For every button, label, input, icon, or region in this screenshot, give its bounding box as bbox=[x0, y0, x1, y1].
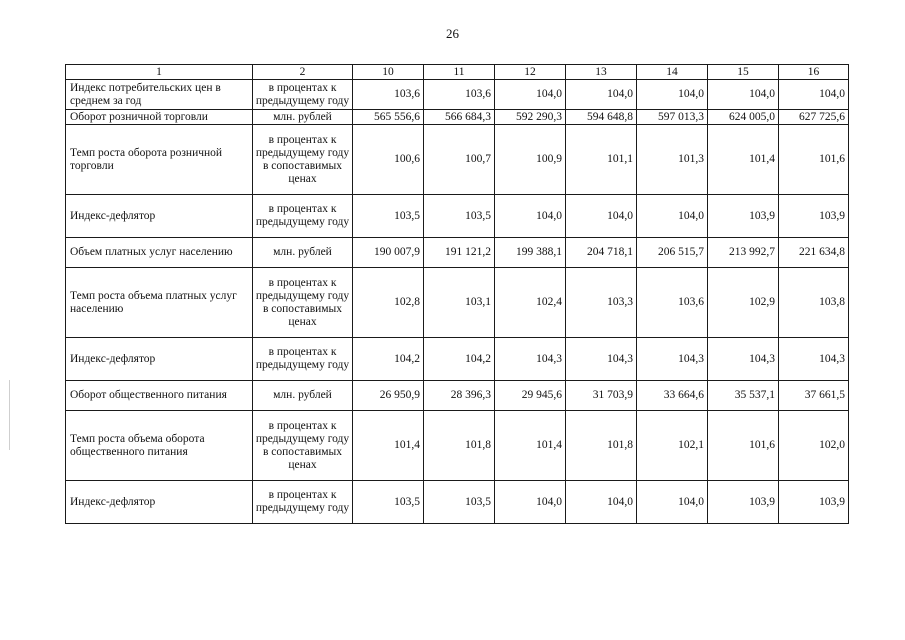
value-cell: 565 556,6 bbox=[353, 110, 424, 125]
indicator-cell: Оборот общественного питания bbox=[66, 381, 253, 411]
value-cell: 104,0 bbox=[779, 80, 849, 110]
value-cell: 206 515,7 bbox=[637, 238, 708, 268]
table-row bbox=[66, 110, 849, 125]
value-cell: 597 013,3 bbox=[637, 110, 708, 125]
value-cell: 101,1 bbox=[566, 125, 637, 195]
value-cell: 104,0 bbox=[495, 80, 566, 110]
value-cell: 104,3 bbox=[779, 338, 849, 381]
value-cell: 26 950,9 bbox=[353, 381, 424, 411]
value-cell: 103,6 bbox=[637, 268, 708, 338]
value-cell: 104,0 bbox=[566, 481, 637, 524]
unit-cell: в процентах к предыдущему году bbox=[253, 195, 353, 238]
value-cell: 104,3 bbox=[495, 338, 566, 381]
value-cell: 101,6 bbox=[779, 125, 849, 195]
value-cell: 627 725,6 bbox=[779, 110, 849, 125]
value-cell: 592 290,3 bbox=[495, 110, 566, 125]
value-cell: 101,4 bbox=[353, 411, 424, 481]
table-row bbox=[66, 125, 849, 195]
indicator-cell: Объем платных услуг населению bbox=[66, 238, 253, 268]
table-row bbox=[66, 195, 849, 238]
unit-cell: млн. рублей bbox=[253, 238, 353, 268]
value-cell: 566 684,3 bbox=[424, 110, 495, 125]
value-cell: 104,2 bbox=[353, 338, 424, 381]
value-cell: 100,6 bbox=[353, 125, 424, 195]
value-cell: 37 661,5 bbox=[779, 381, 849, 411]
header-cell: 2 bbox=[253, 65, 353, 80]
value-cell: 199 388,1 bbox=[495, 238, 566, 268]
value-cell: 100,9 bbox=[495, 125, 566, 195]
value-cell: 104,0 bbox=[637, 80, 708, 110]
value-cell: 101,6 bbox=[708, 411, 779, 481]
unit-cell: в процентах к предыдущему году в сопоставимых ценах bbox=[253, 125, 353, 195]
value-cell: 594 648,8 bbox=[566, 110, 637, 125]
header-cell: 1 bbox=[66, 65, 253, 80]
forecast-table bbox=[65, 64, 849, 524]
value-cell: 100,7 bbox=[424, 125, 495, 195]
header-cell: 13 bbox=[566, 65, 637, 80]
table-row bbox=[66, 481, 849, 524]
value-cell: 624 005,0 bbox=[708, 110, 779, 125]
indicator-cell: Индекс-дефлятор bbox=[66, 481, 253, 524]
value-cell: 102,4 bbox=[495, 268, 566, 338]
unit-cell: в процентах к предыдущему году в сопоставимых ценах bbox=[253, 268, 353, 338]
value-cell: 104,0 bbox=[566, 80, 637, 110]
value-cell: 103,9 bbox=[779, 195, 849, 238]
scan-margin-line bbox=[9, 380, 10, 450]
value-cell: 104,0 bbox=[495, 195, 566, 238]
header-cell: 14 bbox=[637, 65, 708, 80]
table-row bbox=[66, 80, 849, 110]
unit-cell: в процентах к предыдущему году в сопоставимых ценах bbox=[253, 411, 353, 481]
indicator-cell: Индекс-дефлятор bbox=[66, 338, 253, 381]
value-cell: 101,8 bbox=[424, 411, 495, 481]
value-cell: 104,3 bbox=[566, 338, 637, 381]
value-cell: 104,0 bbox=[566, 195, 637, 238]
value-cell: 103,3 bbox=[566, 268, 637, 338]
value-cell: 221 634,8 bbox=[779, 238, 849, 268]
header-cell: 12 bbox=[495, 65, 566, 80]
value-cell: 103,6 bbox=[424, 80, 495, 110]
unit-cell: млн. рублей bbox=[253, 381, 353, 411]
value-cell: 31 703,9 bbox=[566, 381, 637, 411]
value-cell: 104,0 bbox=[708, 80, 779, 110]
indicator-cell: Индекс потребительских цен в среднем за год bbox=[66, 80, 253, 110]
value-cell: 104,3 bbox=[637, 338, 708, 381]
table-row bbox=[66, 338, 849, 381]
value-cell: 104,3 bbox=[708, 338, 779, 381]
value-cell: 103,6 bbox=[353, 80, 424, 110]
value-cell: 103,8 bbox=[779, 268, 849, 338]
value-cell: 103,9 bbox=[708, 195, 779, 238]
header-cell: 11 bbox=[424, 65, 495, 80]
value-cell: 190 007,9 bbox=[353, 238, 424, 268]
value-cell: 103,5 bbox=[424, 481, 495, 524]
unit-cell: в процентах к предыдущему году bbox=[253, 80, 353, 110]
table-row bbox=[66, 381, 849, 411]
value-cell: 104,0 bbox=[637, 195, 708, 238]
value-cell: 35 537,1 bbox=[708, 381, 779, 411]
page-number: 26 bbox=[446, 26, 459, 41]
value-cell: 104,2 bbox=[424, 338, 495, 381]
unit-cell: млн. рублей bbox=[253, 110, 353, 125]
indicator-cell: Оборот розничной торговли bbox=[66, 110, 253, 125]
unit-cell: в процентах к предыдущему году bbox=[253, 338, 353, 381]
value-cell: 103,5 bbox=[353, 481, 424, 524]
table-row bbox=[66, 411, 849, 481]
value-cell: 101,4 bbox=[708, 125, 779, 195]
value-cell: 103,9 bbox=[779, 481, 849, 524]
indicator-cell: Темп роста объема оборота общественного питания bbox=[66, 411, 253, 481]
value-cell: 102,9 bbox=[708, 268, 779, 338]
value-cell: 104,0 bbox=[637, 481, 708, 524]
value-cell: 103,5 bbox=[353, 195, 424, 238]
value-cell: 102,8 bbox=[353, 268, 424, 338]
value-cell: 101,8 bbox=[566, 411, 637, 481]
value-cell: 103,5 bbox=[424, 195, 495, 238]
value-cell: 103,9 bbox=[708, 481, 779, 524]
table-row bbox=[66, 238, 849, 268]
table-row bbox=[66, 268, 849, 338]
value-cell: 28 396,3 bbox=[424, 381, 495, 411]
value-cell: 29 945,6 bbox=[495, 381, 566, 411]
header-cell: 10 bbox=[353, 65, 424, 80]
value-cell: 33 664,6 bbox=[637, 381, 708, 411]
value-cell: 101,4 bbox=[495, 411, 566, 481]
value-cell: 213 992,7 bbox=[708, 238, 779, 268]
indicator-cell: Темп роста объема платных услуг населению bbox=[66, 268, 253, 338]
value-cell: 104,0 bbox=[495, 481, 566, 524]
indicator-cell: Индекс-дефлятор bbox=[66, 195, 253, 238]
value-cell: 102,0 bbox=[779, 411, 849, 481]
header-row bbox=[66, 65, 849, 80]
value-cell: 191 121,2 bbox=[424, 238, 495, 268]
value-cell: 102,1 bbox=[637, 411, 708, 481]
unit-cell: в процентах к предыдущему году bbox=[253, 481, 353, 524]
value-cell: 204 718,1 bbox=[566, 238, 637, 268]
value-cell: 101,3 bbox=[637, 125, 708, 195]
value-cell: 103,1 bbox=[424, 268, 495, 338]
indicator-cell: Темп роста оборота розничной торговли bbox=[66, 125, 253, 195]
header-cell: 16 bbox=[779, 65, 849, 80]
header-cell: 15 bbox=[708, 65, 779, 80]
